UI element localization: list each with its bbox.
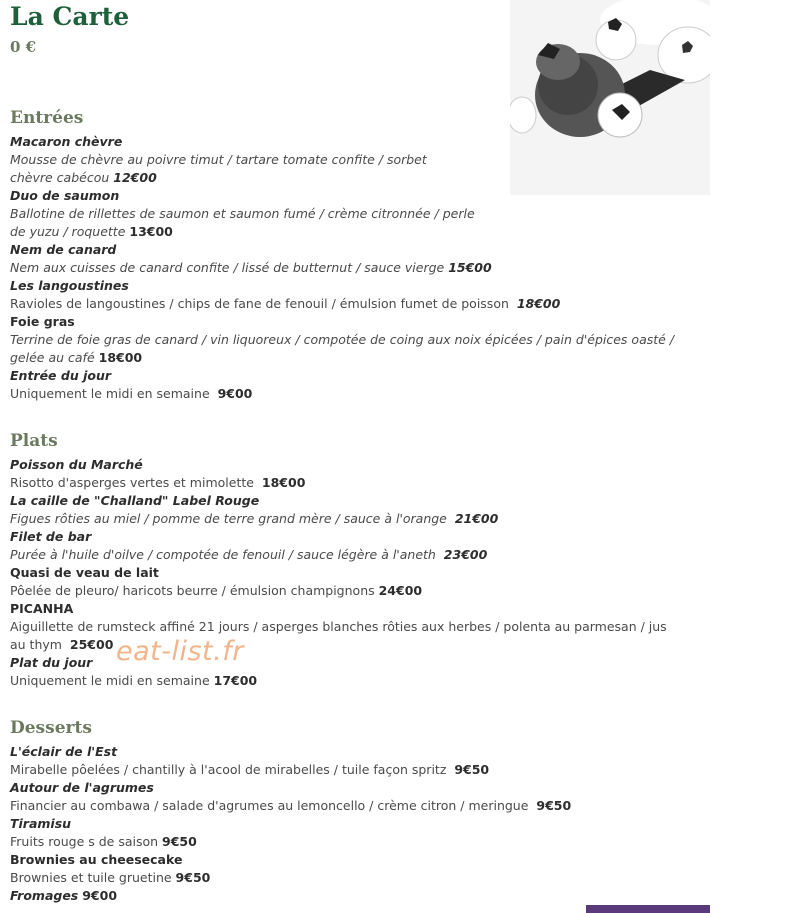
item-price: 17€00 (213, 673, 258, 688)
item-name: L'éclair de l'Est (10, 744, 118, 759)
menu-item (10, 277, 710, 313)
item-desc: Pôelée de pleuro/ haricots beurre / émulsion champignons (10, 583, 375, 598)
item-price: 24€00 (378, 583, 423, 598)
page-title: La Carte (10, 2, 130, 31)
item-desc: Uniquement le midi en semaine (10, 386, 210, 401)
item-desc: Financier au combawa / salade d'agrumes au lemoncello / crème citron / meringue (10, 798, 529, 813)
menu-item (10, 564, 710, 600)
item-price: 18€00 (261, 475, 306, 490)
item-desc: Fruits rouge s de saison (10, 834, 159, 849)
item-desc: Risotto d'asperges vertes et mimolette (10, 475, 254, 490)
item-name: Les langoustines (10, 278, 129, 293)
section-plats (10, 430, 710, 690)
item-desc: Mirabelle pôelées / chantilly à l'acool de mirabelles / tuile façon spritz (10, 762, 447, 777)
item-desc: Figues rôties au miel / pomme de terre grand mère / sauce à l'orange (10, 511, 447, 526)
menu-item (10, 654, 710, 690)
item-name: La caille de "Challand" Label Rouge (10, 493, 260, 508)
item-name: Plat du jour (10, 655, 93, 670)
menu-item (10, 887, 710, 905)
item-price: 15€00 (448, 260, 492, 275)
item-desc: Purée à l'huile d'oilve / compotée de fenouil / sauce légère à l'aneth (10, 547, 436, 562)
item-price: 23€00 (443, 547, 488, 562)
item-desc: Terrine de foie gras de canard / vin liquoreux / compotée de coing aux noix épicées / pain d'épices oasté / gelée au café (10, 332, 675, 365)
item-name: Foie gras (10, 314, 75, 329)
item-name: Brownies au cheesecake (10, 852, 183, 867)
item-desc: Uniquement le midi en semaine (10, 673, 210, 688)
menu-item (10, 600, 710, 654)
menu-item (10, 743, 710, 779)
section-title: Plats (10, 431, 58, 451)
menu-item (10, 187, 710, 241)
menu-item (10, 851, 710, 887)
item-desc: Brownies et tuile gruetine (10, 870, 172, 885)
section-title: Desserts (10, 718, 92, 738)
item-name: Poisson du Marché (10, 457, 143, 472)
menu-item (10, 133, 710, 187)
watermark: eat-list.fr (116, 636, 244, 667)
item-desc: Mousse de chèvre au poivre timut / tartare tomate confite / sorbet chèvre cabécou (10, 152, 427, 185)
item-desc: Nem aux cuisses de canard confite / lissé de butternut / sauce vierge (10, 260, 445, 275)
item-desc: Aiguillette de rumsteck affiné 21 jours / asperges blanches rôties aux herbes / polenta au parmesan / jus au thym (10, 619, 667, 652)
item-name: Fromages (10, 888, 79, 903)
menu-item (10, 367, 710, 403)
menu-item (10, 241, 710, 277)
section-desserts (10, 717, 710, 905)
header-price: 0 € (10, 38, 37, 56)
footer-bar (586, 905, 710, 913)
item-name: Macaron chèvre (10, 134, 123, 149)
item-name: Entrée du jour (10, 368, 112, 383)
item-desc: Ravioles de langoustines / chips de fane de fenouil / émulsion fumet de poisson (10, 296, 509, 311)
item-price: 12€00 (113, 170, 157, 185)
section-title: Entrées (10, 108, 84, 128)
item-price: 9€00 (217, 386, 253, 401)
item-price: 9€50 (162, 834, 197, 849)
item-name: Nem de canard (10, 242, 117, 257)
item-name: Tiramisu (10, 816, 72, 831)
section-entrees (10, 107, 710, 403)
menu-item (10, 456, 710, 492)
item-name: PICANHA (10, 601, 74, 616)
item-price: 9€00 (82, 888, 118, 903)
item-price: 9€50 (536, 798, 572, 813)
item-price: 25€00 (69, 637, 114, 652)
menu-item (10, 492, 710, 528)
item-name: Autour de l'agrumes (10, 780, 154, 795)
item-price: 18€00 (516, 296, 561, 311)
item-name: Filet de bar (10, 529, 92, 544)
item-price: 21€00 (454, 511, 499, 526)
item-price: 9€50 (175, 870, 211, 885)
item-desc: Ballotine de rillettes de saumon et saumon fumé / crème citronnée / perle de yuzu / roquette (10, 206, 475, 239)
item-name: Quasi de veau de lait (10, 565, 159, 580)
item-price: 13€00 (129, 224, 173, 239)
menu-item (10, 313, 710, 367)
item-price: 18€00 (98, 350, 143, 365)
menu-item (10, 528, 710, 564)
item-name: Duo de saumon (10, 188, 120, 203)
item-price: 9€50 (454, 762, 490, 777)
menu-item (10, 779, 710, 815)
menu-item (10, 815, 710, 851)
